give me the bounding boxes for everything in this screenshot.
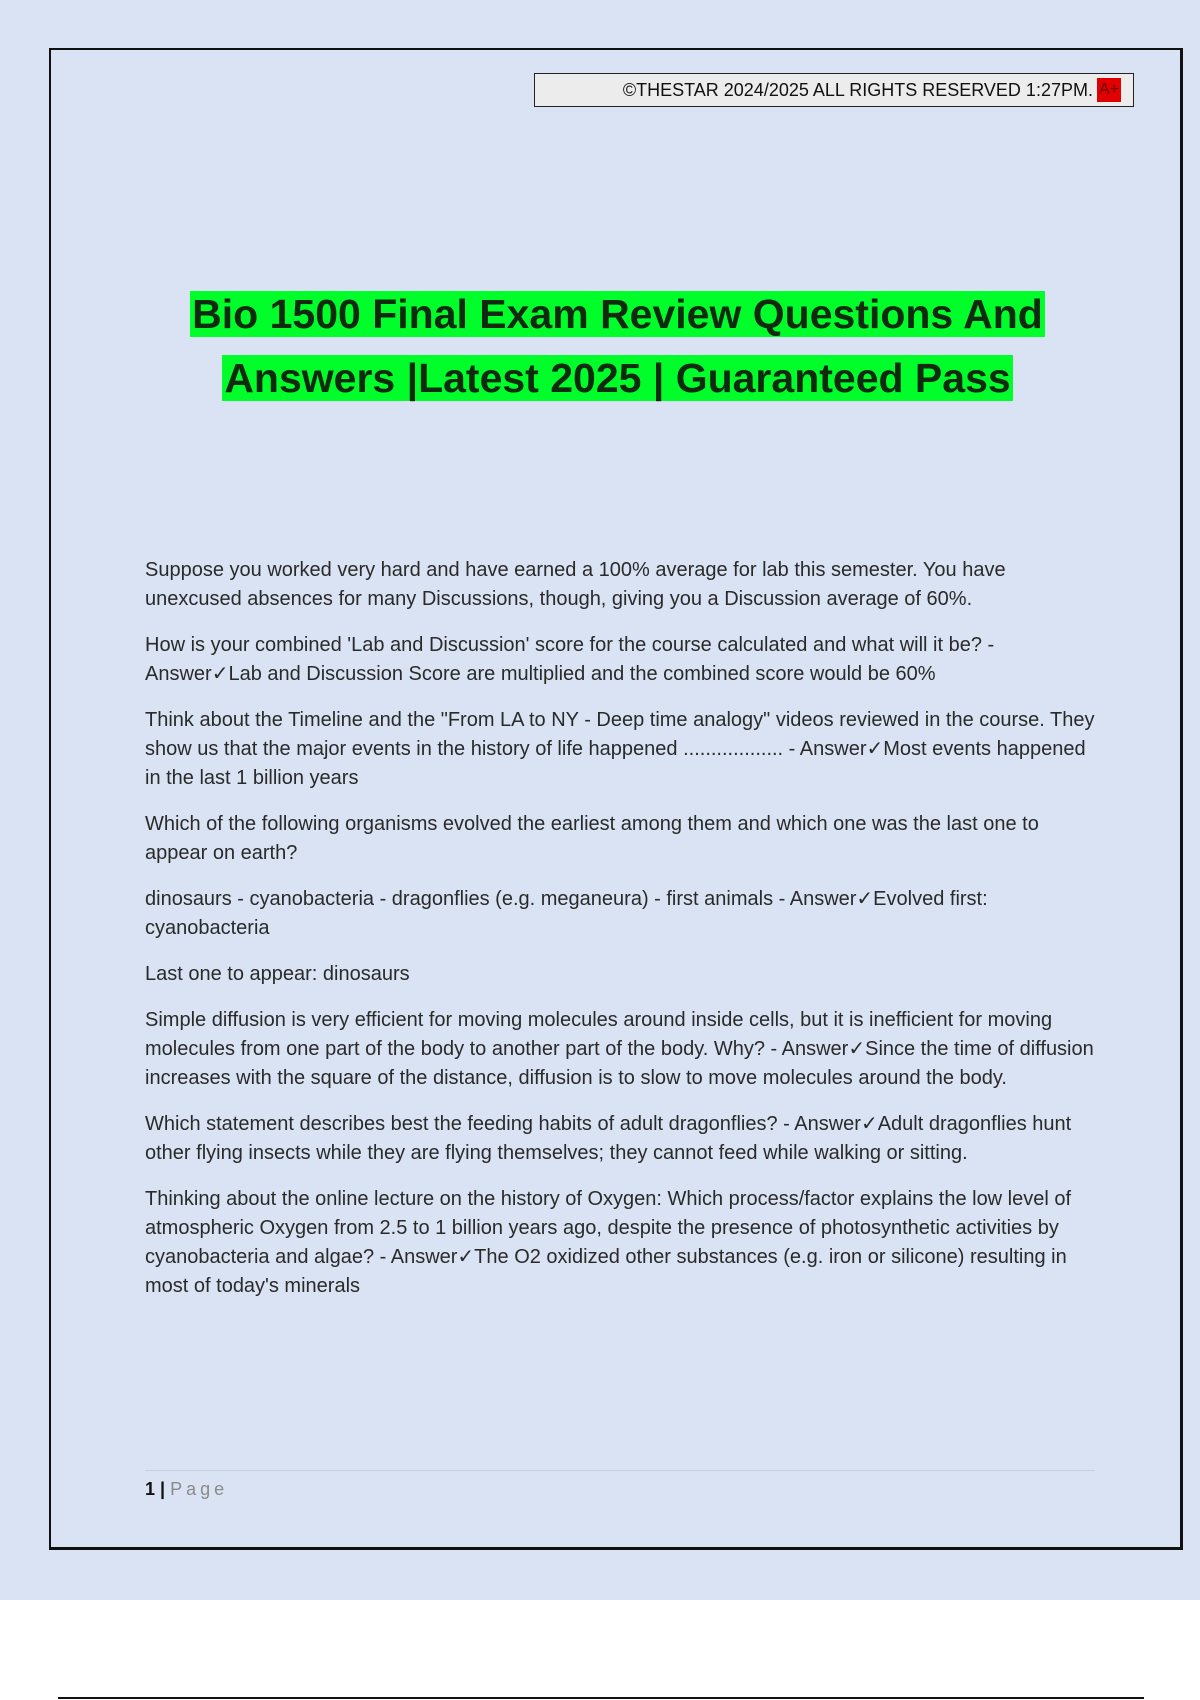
paragraph: Suppose you worked very hard and have earned a 100% average for lab this semester. You have unexcused absences for many Discussions, though, giving you a Discussion average of 60%.: [145, 559, 1006, 610]
footer-separator: |: [160, 1479, 166, 1499]
page-number: 1: [145, 1479, 156, 1499]
paragraph: Which of the following organisms evolved the earliest among them and which one was the last one to appear on earth?: [145, 813, 1039, 864]
title-line-2: Answers |Latest 2025 | Guaranteed Pass: [224, 355, 1011, 401]
document-title: [60, 282, 1175, 410]
bottom-divider: [58, 1697, 1144, 1699]
paragraph: Think about the Timeline and the "From LA to NY - Deep time analogy" videos reviewed in the course. They show us that the major events in the history of life happened .................. - Answer✓Most events happened in the last 1 billion years: [145, 709, 1095, 789]
copyright-text: ©THESTAR 2024/2025 ALL RIGHTS RESERVED 1:27PM.: [622, 79, 1093, 100]
grade-badge: A+: [1097, 78, 1121, 102]
paragraph: Which statement describes best the feeding habits of adult dragonflies? - Answer✓Adult dragonflies hunt other flying insects while they are flying themselves; they cannot feed while walking or sitting.: [145, 1113, 1072, 1164]
page-footer: [145, 1470, 1095, 1500]
paragraph: How is your combined 'Lab and Discussion' score for the course calculated and what will it be? - Answer✓Lab and Discussion Score are multiplied and the combined score would be 60%: [145, 634, 995, 685]
title-line-1: Bio 1500 Final Exam Review Questions And: [192, 291, 1043, 337]
copyright-header: [534, 73, 1134, 107]
page-label: Page: [170, 1479, 229, 1499]
paragraph: Last one to appear: dinosaurs: [145, 963, 410, 985]
paragraph: Simple diffusion is very efficient for moving molecules around inside cells, but it is inefficient for moving molecules from one part of the body to another part of the body. Why? - Answer✓Since the time of diffusion increases with the square of the distance, diffusion is to slow to move molecules around the body.: [145, 1009, 1094, 1089]
paragraph: Thinking about the online lecture on the history of Oxygen: Which process/factor explains the low level of atmospheric Oxygen from 2.5 to 1 billion years ago, despite the presence of photosynthetic activities by cyanobacteria and algae? - Answer✓The O2 oxidized other substances (e.g. iron or silicone) resulting in most of today's minerals: [145, 1188, 1072, 1297]
paragraph: dinosaurs - cyanobacteria - dragonflies (e.g. meganeura) - first animals - Answer✓Evolved first: cyanobacteria: [145, 888, 988, 939]
document-body: [145, 556, 1105, 1318]
